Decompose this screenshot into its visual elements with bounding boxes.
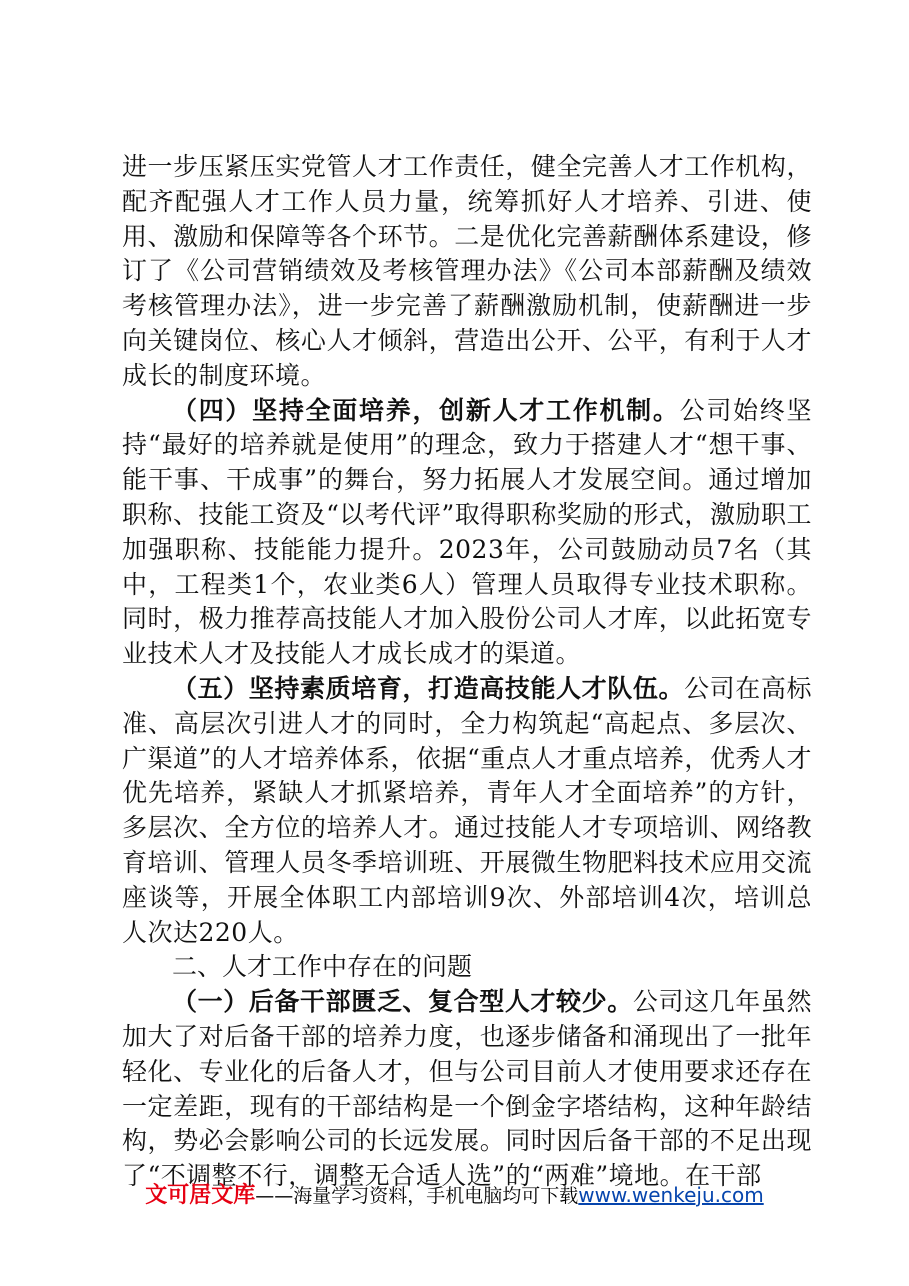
footer-slogan: ——海量学习资料，手机电脑均可下载: [255, 1185, 579, 1207]
paragraph-comprehensive-training: [122, 394, 812, 672]
paragraph-text: 进一步压紧压实党管人才工作责任，健全完善人才工作机构，配齐配强人才工作人员力量，统筹抓好人才培养、引进、使用、激励和保障等各个环节。二是优化完善薪酬体系建设，修订了《公司营销绩效及考核管理办法》《公司本部薪酬及绩效考核管理办法》，进一步完善了薪酬激励机制，使薪酬进一步向关键岗位、核心人才倾斜，营造出公开、公平，有利于人才成长的制度环境。: [122, 152, 812, 390]
paragraph-lead-heading: （一）后备干部匮乏、复合型人才较少。: [172, 987, 633, 1017]
section-heading: 二、人才工作中存在的问题: [172, 952, 473, 982]
paragraph-lead-heading: （四）坚持全面培养，创新人才工作机制。: [172, 395, 680, 425]
document-body: [122, 150, 812, 1194]
footer-banner: [0, 1180, 909, 1211]
footer-brand: 文可居文库: [145, 1183, 256, 1208]
paragraph-text: 公司在高标准、高层次引进人才的同时，全力构筑起“高起点、多层次、广渠道”的人才培养体系，依据“重点人才重点培养，优秀人才优先培养，紧缺人才抓紧培养，青年人才全面培养”的方针，多层次、全方位的培养人才。通过技能人才专项培训、网络教育培训、管理人员冬季培训班、开展微生物肥料技术应用交流座谈等，开展全体职工内部培训9次、外部培训4次，培训总人次达220人。: [122, 673, 812, 947]
paragraph-reserve-cadres: [122, 985, 812, 1194]
paragraph-lead-heading: （五）坚持素质培育，打造高技能人才队伍。: [172, 673, 685, 703]
paragraph-text: 公司始终坚持“最好的培养就是使用”的理念，致力于搭建人才“想干事、能干事、干成事”的舞台，努力拓展人才发展空间。通过增加职称、技能工资及“以考代评”取得职称奖励的形式，激励职工加强职称、技能能力提升。2023年，公司鼓励动员7名（其中，工程类1个，农业类6人）管理人员取得专业技术职称。同时，极力推荐高技能人才加入股份公司人才库，以此拓宽专业技术人才及技能人才成长成才的渠道。: [122, 395, 812, 669]
paragraph-text: 公司这几年虽然加大了对后备干部的培养力度，也逐步储备和涌现出了一批年轻化、专业化的后备人才，但与公司目前人才使用要求还存在一定差距，现有的干部结构是一个倒金字塔结构，这种年龄结构，势必会影响公司的长远发展。同时因后备干部的不足出现了“不调整不行，调整无合适人选”的“两难”境地。在干部: [122, 987, 812, 1191]
paragraph-talent-mechanism-continued: [122, 150, 812, 394]
footer-website-link[interactable]: www.wenkeju.com: [578, 1183, 764, 1207]
paragraph-quality-cultivation: [122, 672, 812, 950]
